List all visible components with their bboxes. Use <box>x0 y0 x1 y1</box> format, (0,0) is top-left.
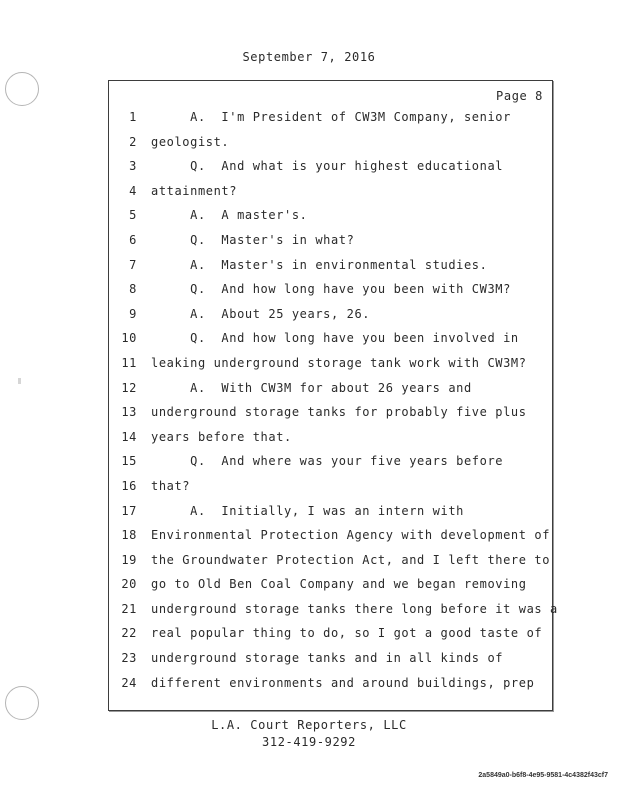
transcript-line <box>109 179 552 204</box>
transcript-line <box>109 277 552 302</box>
line-number: 17 <box>121 503 137 518</box>
line-text: years before that. <box>151 429 292 444</box>
line-text: underground storage tanks for probably five plus <box>151 405 527 420</box>
transcript-line <box>109 646 552 671</box>
page-number: Page 8 <box>496 89 543 103</box>
line-text: real popular thing to do, so I got a good taste of <box>151 626 543 641</box>
line-number: 21 <box>121 601 137 616</box>
line-text: Q. And what is your highest educational <box>151 159 504 174</box>
scan-mark <box>18 378 21 384</box>
line-text: geologist. <box>151 134 230 149</box>
line-text: that? <box>151 478 191 493</box>
line-number: 19 <box>121 552 137 567</box>
line-text: Q. And how long have you been involved in <box>151 331 519 346</box>
transcript-line <box>109 351 552 376</box>
line-text: A. About 25 years, 26. <box>151 306 371 321</box>
line-text: A. With CW3M for about 26 years and <box>151 380 472 395</box>
line-number: 11 <box>121 355 137 370</box>
transcript-line <box>109 130 552 155</box>
transcript-line <box>109 376 552 401</box>
line-text: A. A master's. <box>151 208 308 223</box>
line-text: Environmental Protection Agency with development of <box>151 528 551 543</box>
line-text: leaking underground storage tank work with CW3M? <box>151 355 527 370</box>
line-number: 2 <box>129 134 137 149</box>
line-number: 10 <box>121 331 137 346</box>
transcript-line <box>109 621 552 646</box>
transcript-line <box>109 523 552 548</box>
transcript-line <box>109 499 552 524</box>
binder-hole-top <box>5 72 39 106</box>
line-number: 18 <box>121 528 137 543</box>
transcript-line <box>109 671 552 696</box>
transcript-line <box>109 400 552 425</box>
transcript-lines <box>109 105 558 695</box>
line-number: 16 <box>121 478 137 493</box>
line-text: A. I'm President of CW3M Company, senior <box>151 110 511 124</box>
transcript-line <box>109 548 552 573</box>
line-text: Q. And how long have you been with CW3M? <box>151 282 511 297</box>
line-number: 8 <box>129 282 137 297</box>
line-number: 14 <box>121 429 137 444</box>
line-number: 3 <box>129 159 137 174</box>
line-number: 9 <box>129 306 137 321</box>
page-date-header: September 7, 2016 <box>242 50 376 64</box>
line-text: underground storage tanks there long before it was a <box>151 601 558 616</box>
line-text: different environments and around buildings, prep <box>151 675 535 690</box>
footer-phone: 312-419-9292 <box>262 735 356 749</box>
footer <box>0 717 618 751</box>
line-number: 5 <box>129 208 137 223</box>
line-number: 1 <box>129 110 137 124</box>
transcript-line <box>109 326 552 351</box>
line-number: 12 <box>121 380 137 395</box>
document-hash: 2a5849a0-b6f8-4e95-9581-4c4382f43cf7 <box>478 772 608 779</box>
line-text: Q. Master's in what? <box>151 232 355 247</box>
line-text: underground storage tanks and in all kinds of <box>151 651 504 666</box>
transcript-line <box>109 154 552 179</box>
line-number: 15 <box>121 454 137 469</box>
transcript-line <box>109 302 552 327</box>
line-text: A. Initially, I was an intern with <box>151 503 464 518</box>
line-number: 13 <box>121 405 137 420</box>
line-number: 24 <box>121 675 137 690</box>
line-text: Q. And where was your five years before <box>151 454 504 469</box>
transcript-line <box>109 597 558 622</box>
footer-company: L.A. Court Reporters, LLC <box>211 718 407 732</box>
transcript-line <box>109 449 552 474</box>
line-number: 22 <box>121 626 137 641</box>
transcript-line <box>109 228 552 253</box>
transcript-page-frame <box>108 80 558 711</box>
line-text: the Groundwater Protection Act, and I left there to <box>151 552 551 567</box>
transcript-line <box>109 203 552 228</box>
transcript-line <box>109 105 552 130</box>
line-number: 4 <box>129 183 137 198</box>
line-text: attainment? <box>151 183 238 198</box>
line-number: 7 <box>129 257 137 272</box>
line-number: 20 <box>121 577 137 592</box>
transcript-line <box>109 425 552 450</box>
transcript-line <box>109 253 552 278</box>
binder-hole-bottom <box>5 686 39 720</box>
transcript-line <box>109 572 552 597</box>
transcript-line <box>109 474 552 499</box>
line-text: go to Old Ben Coal Company and we began removing <box>151 577 527 592</box>
line-number: 6 <box>129 232 137 247</box>
line-number: 23 <box>121 651 137 666</box>
line-text: A. Master's in environmental studies. <box>151 257 488 272</box>
